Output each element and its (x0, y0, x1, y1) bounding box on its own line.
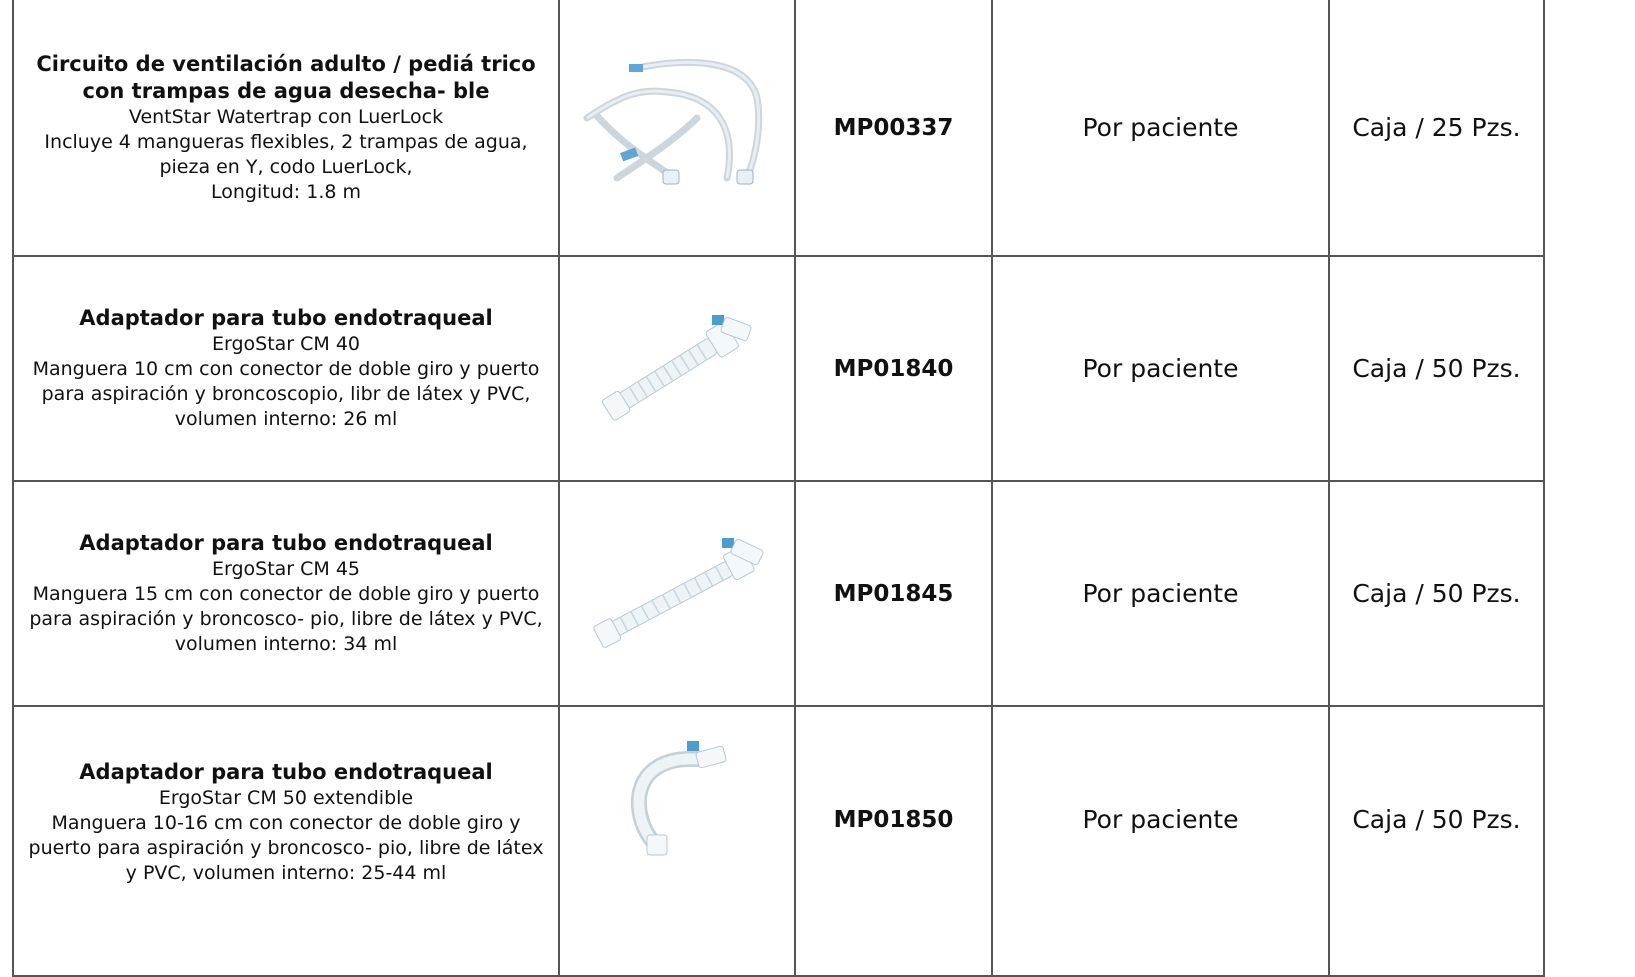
packaging-cell: Caja / 50 Pzs. (1329, 256, 1544, 481)
product-model: ErgoStar CM 45 (211, 558, 361, 580)
product-title: Circuito de ventilación adulto / pediá trico con trampas de agua desecha- ble (36, 51, 536, 103)
product-code: MP01840 (795, 256, 992, 481)
image-cell (559, 706, 795, 976)
ventilation-circuit-image (577, 58, 777, 198)
packaging-cell: Caja / 50 Pzs. (1329, 481, 1544, 706)
usage-cell: Por paciente (992, 706, 1329, 976)
image-cell (559, 0, 795, 256)
catheter-mount-image (582, 534, 772, 654)
table-row (13, 481, 1544, 706)
table-row (13, 256, 1544, 481)
packaging-cell: Caja / 25 Pzs. (1329, 0, 1544, 256)
product-code: MP01845 (795, 481, 992, 706)
table-row (13, 706, 1544, 976)
product-model: ErgoStar CM 40 (211, 333, 361, 355)
usage-cell: Por paciente (992, 0, 1329, 256)
product-title: Adaptador para tubo endotraqueal (79, 760, 493, 784)
product-table (12, 0, 1545, 977)
catheter-mount-image (592, 309, 762, 429)
product-detail: Longitud: 1.8 m (210, 180, 361, 203)
product-code: MP00337 (795, 0, 992, 256)
description-cell (13, 706, 559, 976)
description-cell (13, 0, 559, 256)
description-cell (13, 256, 559, 481)
table-row (13, 0, 1544, 256)
product-model: ErgoStar CM 50 extendible (158, 787, 414, 809)
image-cell (559, 481, 795, 706)
packaging-cell: Caja / 50 Pzs. (1329, 706, 1544, 976)
product-model: VentStar Watertrap con LuerLock (128, 105, 444, 128)
product-detail: Incluye 4 mangueras flexibles, 2 trampas de agua, pieza en Y, codo LuerLock, (44, 130, 528, 178)
product-detail: Manguera 15 cm con conector de doble giro y puerto para aspiración y broncosco- pio, libre de látex y PVC, (29, 583, 543, 630)
usage-cell: Por paciente (992, 256, 1329, 481)
product-code: MP01850 (795, 706, 992, 976)
product-detail: volumen interno: 26 ml (174, 408, 398, 430)
product-detail: Manguera 10 cm con conector de doble giro y puerto para aspiración y broncoscopio, libr de látex y PVC, (32, 358, 540, 405)
image-cell (559, 256, 795, 481)
usage-cell: Por paciente (992, 481, 1329, 706)
product-title: Adaptador para tubo endotraqueal (79, 306, 493, 330)
description-cell (13, 481, 559, 706)
extendable-catheter-mount-image (617, 737, 737, 857)
product-title: Adaptador para tubo endotraqueal (79, 531, 493, 555)
product-detail: volumen interno: 34 ml (174, 633, 398, 655)
product-detail: Manguera 10-16 cm con conector de doble giro y puerto para aspiración y broncosco- pio, libre de látex y PVC, volumen interno: 25-44 ml (28, 812, 544, 884)
